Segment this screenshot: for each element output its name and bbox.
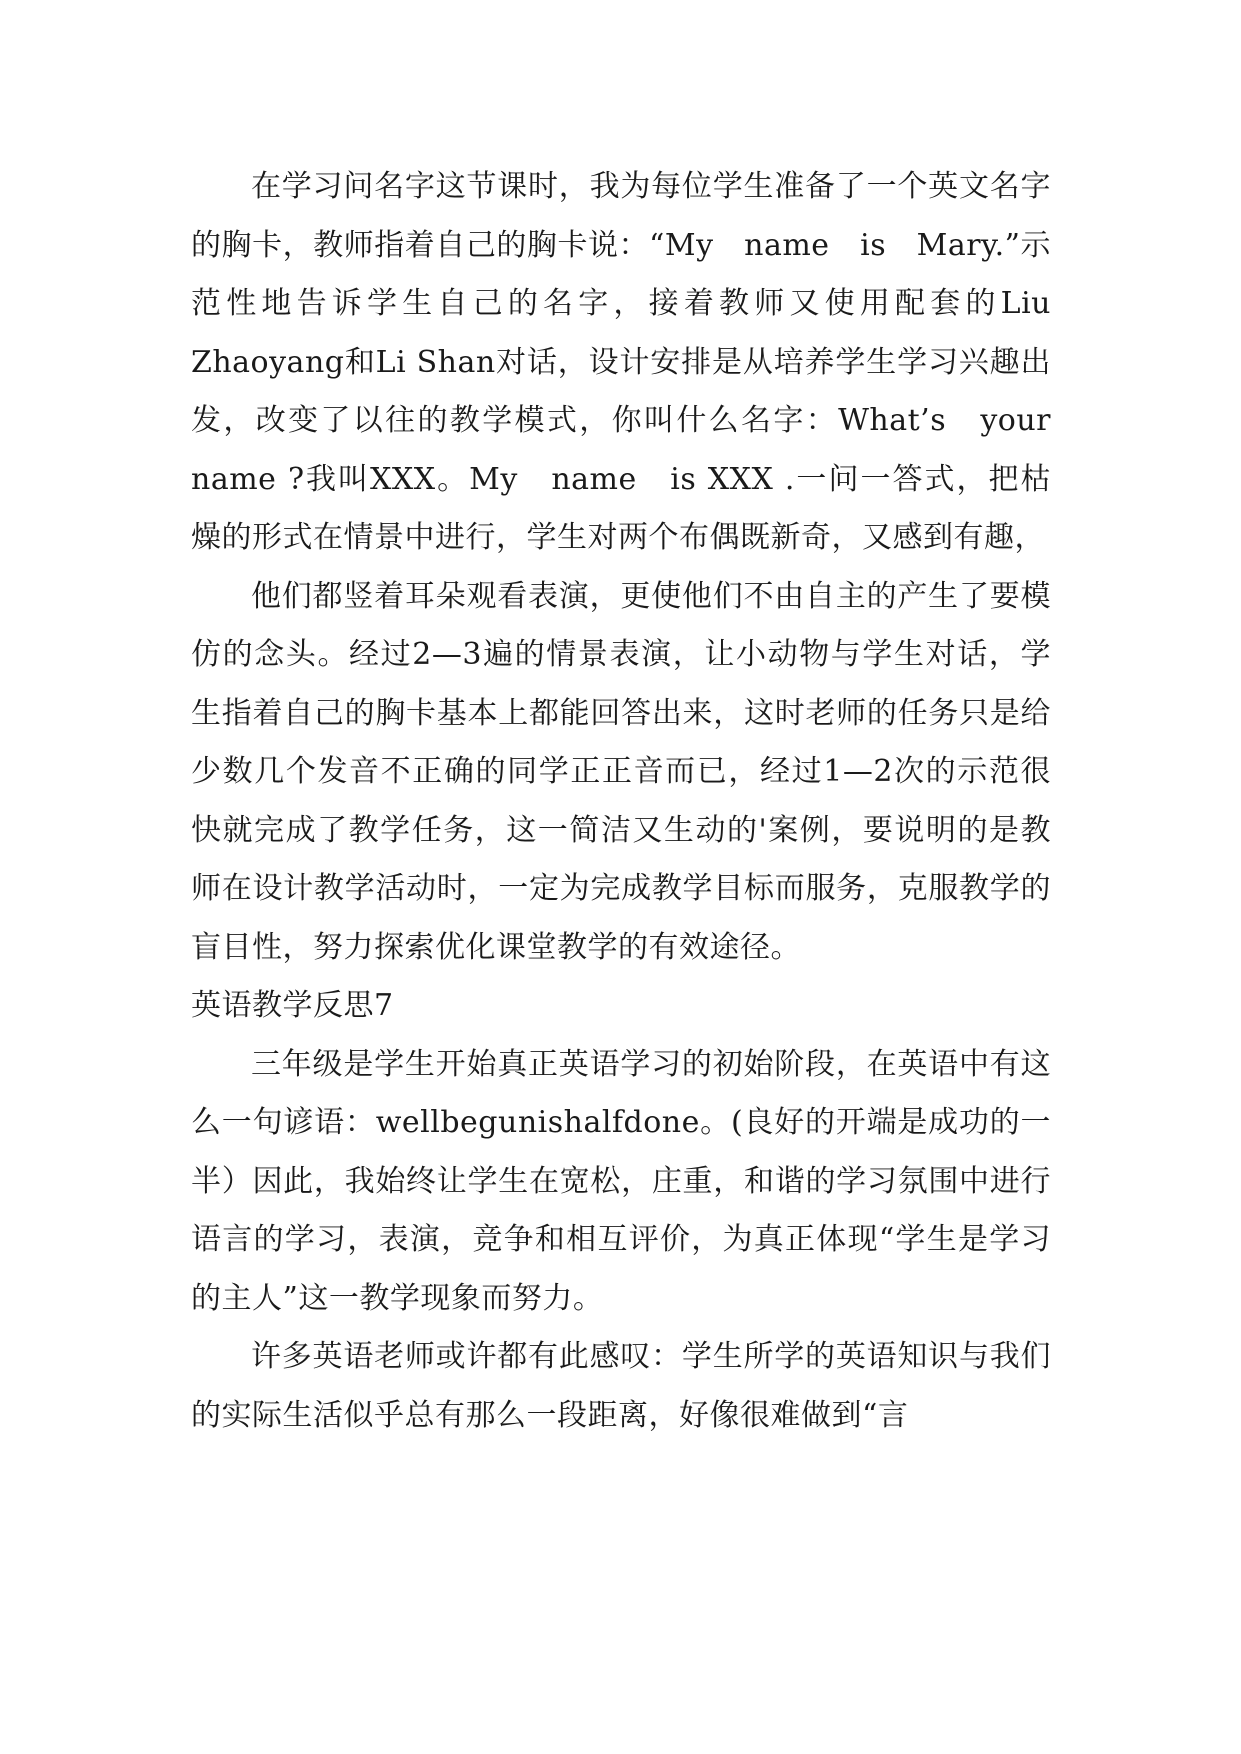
paragraph-4: 许多英语老师或许都有此感叹：学生所学的英语知识与我们的实际生活似乎总有那么一段距离，好像很难做到“言 [191, 1339, 1051, 1433]
document-body [191, 158, 1082, 1445]
paragraph-3: 三年级是学生开始真正英语学习的初始阶段，在英语中有这么一句谚语：wellbegunishalfdone。(良好的开端是成功的一半）因此，我始终让学生在宽松，庄重，和谐的学习氛围中进行语言的学习，表演，竞争和相互评价，为真正体现“学生是学习的主人”这一教学现象而努力。 [191, 1046, 1051, 1316]
section-heading: 英语教学反思7 [191, 988, 394, 1023]
paragraph-1: 在学习问名字这节课时，我为每位学生准备了一个英文名字的胸卡，教师指着自己的胸卡说：“My name is Mary.”示范性地告诉学生自己的名字，接着教师又使用配套的Liu Zhaoyang和Li Shan对话，设计安排是从培养学生学习兴趣出发，改变了以往的教学模式，你叫什么名字：What’s your name ?我叫XXX。My name is XXX .一问一答式，把枯燥的形式在情景中进行，学生对两个布偶既新奇，又感到有趣， [191, 169, 1082, 555]
paragraph-2: 他们都竖着耳朵观看表演，更使他们不由自主的产生了要模仿的念头。经过2—3遍的情景表演，让小动物与学生对话，学生指着自己的胸卡基本上都能回答出来，这时老师的任务只是给少数几个发音不正确的同学正正音而已，经过1—2次的示范很快就完成了教学任务，这一简洁又生动的'案例，要说明的是教师在设计教学活动时，一定为完成教学目标而服务，克服教学的盲目性，努力探索优化课堂教学的有效途径。 [191, 578, 1051, 965]
